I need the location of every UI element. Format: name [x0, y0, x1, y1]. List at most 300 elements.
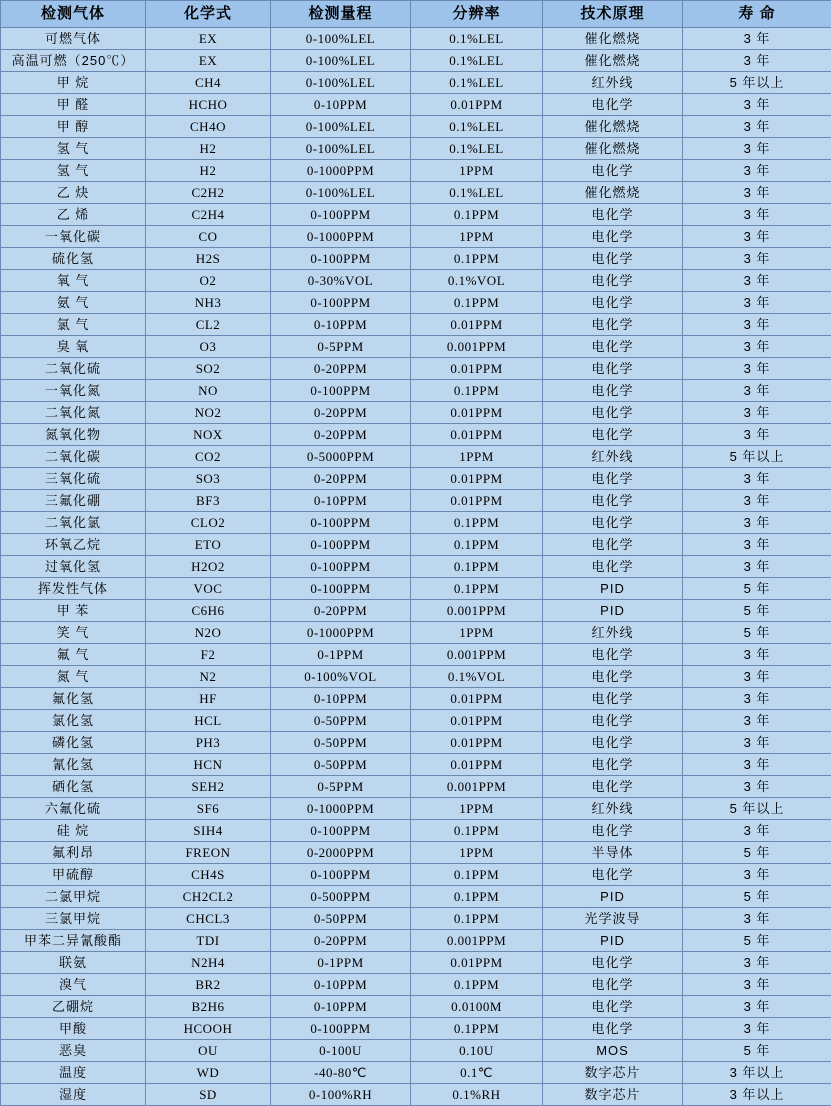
cell-resolution: 0.1PPM: [411, 292, 543, 314]
cell-range: 0-10PPM: [271, 688, 411, 710]
cell-resolution: 0.1PPM: [411, 886, 543, 908]
cell-formula: HF: [146, 688, 271, 710]
cell-range: 0-5PPM: [271, 776, 411, 798]
cell-resolution: 0.1%LEL: [411, 138, 543, 160]
cell-formula: FREON: [146, 842, 271, 864]
table-row: [1, 1084, 831, 1106]
table-row: [1, 358, 831, 380]
cell-range: 0-20PPM: [271, 402, 411, 424]
cell-lifetime: 3 年: [683, 974, 831, 996]
cell-lifetime: 3 年以上: [683, 1084, 831, 1106]
cell-formula: H2: [146, 138, 271, 160]
cell-gas: 一氧化氮: [1, 380, 146, 402]
cell-principle: 半导体: [543, 842, 683, 864]
cell-lifetime: 5 年: [683, 622, 831, 644]
cell-lifetime: 3 年: [683, 490, 831, 512]
table-row: [1, 732, 831, 754]
cell-principle: 电化学: [543, 754, 683, 776]
cell-formula: ETO: [146, 534, 271, 556]
column-header-lifetime: 寿 命: [683, 1, 831, 28]
cell-principle: 电化学: [543, 490, 683, 512]
cell-principle: 电化学: [543, 1018, 683, 1040]
cell-resolution: 0.001PPM: [411, 644, 543, 666]
table-body: [1, 28, 831, 1106]
cell-principle: MOS: [543, 1040, 683, 1062]
table-row: [1, 644, 831, 666]
cell-principle: 电化学: [543, 820, 683, 842]
cell-gas: 甲 醛: [1, 94, 146, 116]
column-header-resolution: 分辨率: [411, 1, 543, 28]
cell-resolution: 1PPM: [411, 622, 543, 644]
cell-gas: 三氧化硫: [1, 468, 146, 490]
cell-resolution: 0.1PPM: [411, 534, 543, 556]
cell-lifetime: 3 年: [683, 270, 831, 292]
cell-formula: C2H4: [146, 204, 271, 226]
cell-lifetime: 3 年: [683, 732, 831, 754]
cell-resolution: 0.1PPM: [411, 820, 543, 842]
cell-principle: 光学波导: [543, 908, 683, 930]
cell-gas: 甲酸: [1, 1018, 146, 1040]
cell-resolution: 0.01PPM: [411, 94, 543, 116]
table-row: [1, 28, 831, 50]
cell-range: 0-100%LEL: [271, 50, 411, 72]
cell-lifetime: 3 年: [683, 644, 831, 666]
cell-formula: C2H2: [146, 182, 271, 204]
cell-gas: 氧 气: [1, 270, 146, 292]
table-row: [1, 688, 831, 710]
cell-lifetime: 3 年: [683, 336, 831, 358]
cell-range: 0-30%VOL: [271, 270, 411, 292]
table-row: [1, 1040, 831, 1062]
cell-principle: 电化学: [543, 996, 683, 1018]
cell-resolution: 0.01PPM: [411, 314, 543, 336]
cell-principle: 电化学: [543, 402, 683, 424]
cell-formula: N2: [146, 666, 271, 688]
cell-range: 0-20PPM: [271, 930, 411, 952]
cell-lifetime: 3 年: [683, 94, 831, 116]
table-row: [1, 72, 831, 94]
cell-principle: 电化学: [543, 226, 683, 248]
cell-formula: SEH2: [146, 776, 271, 798]
cell-principle: 电化学: [543, 94, 683, 116]
table-row: [1, 842, 831, 864]
table-row: [1, 820, 831, 842]
cell-principle: 催化燃烧: [543, 116, 683, 138]
cell-principle: 电化学: [543, 710, 683, 732]
cell-gas: 过氧化氢: [1, 556, 146, 578]
cell-formula: CH4S: [146, 864, 271, 886]
table-row: [1, 182, 831, 204]
cell-gas: 氨 气: [1, 292, 146, 314]
cell-lifetime: 5 年以上: [683, 798, 831, 820]
cell-range: 0-100PPM: [271, 534, 411, 556]
cell-formula: EX: [146, 50, 271, 72]
cell-formula: SF6: [146, 798, 271, 820]
cell-gas: 氯化氢: [1, 710, 146, 732]
table-row: [1, 600, 831, 622]
cell-lifetime: 5 年: [683, 600, 831, 622]
table-row: [1, 534, 831, 556]
cell-resolution: 1PPM: [411, 842, 543, 864]
cell-lifetime: 3 年: [683, 996, 831, 1018]
cell-resolution: 0.1PPM: [411, 204, 543, 226]
table-row: [1, 754, 831, 776]
cell-gas: 溴气: [1, 974, 146, 996]
cell-range: 0-100PPM: [271, 292, 411, 314]
cell-lifetime: 3 年: [683, 138, 831, 160]
cell-resolution: 0.01PPM: [411, 688, 543, 710]
cell-resolution: 0.1%RH: [411, 1084, 543, 1106]
cell-formula: H2: [146, 160, 271, 182]
cell-principle: 电化学: [543, 512, 683, 534]
cell-principle: 电化学: [543, 776, 683, 798]
table-row: [1, 798, 831, 820]
cell-gas: 温度: [1, 1062, 146, 1084]
cell-formula: WD: [146, 1062, 271, 1084]
cell-resolution: 0.01PPM: [411, 710, 543, 732]
cell-range: 0-20PPM: [271, 600, 411, 622]
cell-gas: 三氯甲烷: [1, 908, 146, 930]
cell-gas: 二氧化碳: [1, 446, 146, 468]
table-row: [1, 666, 831, 688]
cell-formula: HCHO: [146, 94, 271, 116]
cell-gas: 湿度: [1, 1084, 146, 1106]
cell-range: 0-50PPM: [271, 732, 411, 754]
cell-formula: CH2CL2: [146, 886, 271, 908]
cell-range: 0-100%LEL: [271, 138, 411, 160]
table-row: [1, 270, 831, 292]
cell-lifetime: 3 年: [683, 314, 831, 336]
cell-range: 0-50PPM: [271, 908, 411, 930]
cell-gas: 六氟化硫: [1, 798, 146, 820]
table-row: [1, 314, 831, 336]
cell-principle: 催化燃烧: [543, 138, 683, 160]
cell-lifetime: 5 年: [683, 886, 831, 908]
table-row: [1, 50, 831, 72]
table-row: [1, 424, 831, 446]
cell-range: 0-100PPM: [271, 204, 411, 226]
cell-gas: 联氨: [1, 952, 146, 974]
cell-gas: 氢 气: [1, 160, 146, 182]
cell-range: 0-500PPM: [271, 886, 411, 908]
cell-range: 0-100%VOL: [271, 666, 411, 688]
cell-formula: CH4O: [146, 116, 271, 138]
cell-gas: 甲硫醇: [1, 864, 146, 886]
cell-resolution: 0.1PPM: [411, 248, 543, 270]
cell-resolution: 0.1PPM: [411, 556, 543, 578]
cell-range: 0-2000PPM: [271, 842, 411, 864]
cell-range: 0-20PPM: [271, 424, 411, 446]
cell-principle: PID: [543, 578, 683, 600]
cell-range: 0-100%LEL: [271, 116, 411, 138]
cell-resolution: 0.001PPM: [411, 600, 543, 622]
cell-lifetime: 3 年: [683, 28, 831, 50]
cell-lifetime: 3 年: [683, 50, 831, 72]
cell-resolution: 0.01PPM: [411, 358, 543, 380]
cell-resolution: 0.1%LEL: [411, 72, 543, 94]
cell-range: 0-1000PPM: [271, 226, 411, 248]
table-row: [1, 490, 831, 512]
table-row: [1, 974, 831, 996]
cell-resolution: 0.01PPM: [411, 468, 543, 490]
cell-range: 0-1000PPM: [271, 798, 411, 820]
cell-range: 0-50PPM: [271, 710, 411, 732]
cell-principle: 催化燃烧: [543, 50, 683, 72]
cell-principle: 电化学: [543, 204, 683, 226]
cell-principle: 数字芯片: [543, 1062, 683, 1084]
cell-range: 0-10PPM: [271, 974, 411, 996]
cell-lifetime: 3 年: [683, 754, 831, 776]
cell-resolution: 1PPM: [411, 798, 543, 820]
cell-lifetime: 3 年: [683, 710, 831, 732]
table-row: [1, 556, 831, 578]
cell-gas: 乙硼烷: [1, 996, 146, 1018]
cell-formula: CO: [146, 226, 271, 248]
cell-resolution: 1PPM: [411, 226, 543, 248]
cell-formula: BR2: [146, 974, 271, 996]
cell-principle: PID: [543, 930, 683, 952]
table-row: [1, 446, 831, 468]
table-row: [1, 138, 831, 160]
cell-gas: 甲 烷: [1, 72, 146, 94]
cell-gas: 氯 气: [1, 314, 146, 336]
cell-gas: 氮氧化物: [1, 424, 146, 446]
cell-formula: VOC: [146, 578, 271, 600]
cell-range: 0-100%LEL: [271, 182, 411, 204]
cell-formula: EX: [146, 28, 271, 50]
cell-range: 0-100%RH: [271, 1084, 411, 1106]
cell-lifetime: 3 年: [683, 226, 831, 248]
table-row: [1, 776, 831, 798]
cell-lifetime: 5 年: [683, 1040, 831, 1062]
cell-principle: 电化学: [543, 314, 683, 336]
cell-gas: 乙 炔: [1, 182, 146, 204]
cell-gas: 硒化氢: [1, 776, 146, 798]
cell-formula: CHCL3: [146, 908, 271, 930]
cell-gas: 环氧乙烷: [1, 534, 146, 556]
cell-gas: 氰化氢: [1, 754, 146, 776]
cell-formula: SO3: [146, 468, 271, 490]
cell-lifetime: 3 年: [683, 820, 831, 842]
cell-formula: SD: [146, 1084, 271, 1106]
cell-formula: N2O: [146, 622, 271, 644]
cell-lifetime: 3 年: [683, 380, 831, 402]
cell-range: 0-100PPM: [271, 1018, 411, 1040]
cell-lifetime: 3 年: [683, 160, 831, 182]
cell-lifetime: 3 年: [683, 776, 831, 798]
cell-formula: CO2: [146, 446, 271, 468]
cell-lifetime: 3 年: [683, 512, 831, 534]
column-header-range: 检测量程: [271, 1, 411, 28]
cell-formula: CH4: [146, 72, 271, 94]
cell-gas: 挥发性气体: [1, 578, 146, 600]
cell-range: 0-50PPM: [271, 754, 411, 776]
cell-resolution: 0.1%LEL: [411, 28, 543, 50]
cell-resolution: 0.1PPM: [411, 1018, 543, 1040]
cell-principle: PID: [543, 600, 683, 622]
cell-formula: N2H4: [146, 952, 271, 974]
table-row: [1, 930, 831, 952]
table-row: [1, 908, 831, 930]
table-row: [1, 1018, 831, 1040]
cell-lifetime: 5 年: [683, 930, 831, 952]
cell-resolution: 0.01PPM: [411, 732, 543, 754]
column-header-formula: 化学式: [146, 1, 271, 28]
cell-gas: 乙 烯: [1, 204, 146, 226]
cell-principle: 数字芯片: [543, 1084, 683, 1106]
cell-range: 0-5PPM: [271, 336, 411, 358]
cell-range: 0-100PPM: [271, 820, 411, 842]
cell-gas: 二氯甲烷: [1, 886, 146, 908]
cell-range: 0-10PPM: [271, 314, 411, 336]
cell-gas: 硫化氢: [1, 248, 146, 270]
cell-principle: 电化学: [543, 864, 683, 886]
cell-principle: 电化学: [543, 732, 683, 754]
table-row: [1, 468, 831, 490]
cell-resolution: 0.1%LEL: [411, 50, 543, 72]
cell-resolution: 0.1%LEL: [411, 182, 543, 204]
cell-formula: CL2: [146, 314, 271, 336]
table-row: [1, 116, 831, 138]
table-row: [1, 94, 831, 116]
cell-formula: C6H6: [146, 600, 271, 622]
table-row: [1, 336, 831, 358]
cell-formula: NOX: [146, 424, 271, 446]
cell-principle: 红外线: [543, 798, 683, 820]
cell-resolution: 0.01PPM: [411, 754, 543, 776]
cell-range: 0-100PPM: [271, 512, 411, 534]
cell-principle: 电化学: [543, 292, 683, 314]
cell-range: 0-10PPM: [271, 490, 411, 512]
cell-principle: 红外线: [543, 446, 683, 468]
cell-formula: HCN: [146, 754, 271, 776]
table-row: [1, 710, 831, 732]
cell-resolution: 0.1PPM: [411, 974, 543, 996]
cell-resolution: 0.001PPM: [411, 930, 543, 952]
cell-resolution: 0.001PPM: [411, 336, 543, 358]
cell-range: 0-10PPM: [271, 94, 411, 116]
cell-range: 0-1000PPM: [271, 622, 411, 644]
cell-principle: 电化学: [543, 974, 683, 996]
column-header-principle: 技术原理: [543, 1, 683, 28]
cell-gas: 氮 气: [1, 666, 146, 688]
cell-range: -40-80℃: [271, 1062, 411, 1084]
table-header-row: [1, 1, 831, 28]
cell-principle: 催化燃烧: [543, 182, 683, 204]
cell-range: 0-20PPM: [271, 468, 411, 490]
table-row: [1, 1062, 831, 1084]
cell-range: 0-100PPM: [271, 248, 411, 270]
cell-resolution: 0.01PPM: [411, 424, 543, 446]
cell-formula: H2O2: [146, 556, 271, 578]
cell-principle: 电化学: [543, 270, 683, 292]
cell-formula: HCL: [146, 710, 271, 732]
table-row: [1, 160, 831, 182]
cell-principle: 电化学: [543, 424, 683, 446]
cell-gas: 氟化氢: [1, 688, 146, 710]
cell-range: 0-100PPM: [271, 556, 411, 578]
cell-range: 0-100U: [271, 1040, 411, 1062]
cell-principle: 电化学: [543, 556, 683, 578]
cell-range: 0-100PPM: [271, 380, 411, 402]
cell-lifetime: 3 年: [683, 666, 831, 688]
cell-lifetime: 5 年以上: [683, 446, 831, 468]
cell-resolution: 0.1PPM: [411, 908, 543, 930]
cell-lifetime: 3 年: [683, 864, 831, 886]
cell-lifetime: 3 年: [683, 468, 831, 490]
cell-range: 0-100PPM: [271, 864, 411, 886]
cell-lifetime: 5 年以上: [683, 72, 831, 94]
cell-lifetime: 3 年: [683, 182, 831, 204]
cell-principle: PID: [543, 886, 683, 908]
cell-formula: O2: [146, 270, 271, 292]
cell-gas: 氟利昂: [1, 842, 146, 864]
cell-lifetime: 3 年: [683, 358, 831, 380]
cell-formula: NO: [146, 380, 271, 402]
cell-lifetime: 3 年: [683, 402, 831, 424]
cell-gas: 臭 氧: [1, 336, 146, 358]
table-row: [1, 996, 831, 1018]
cell-lifetime: 5 年: [683, 842, 831, 864]
cell-gas: 三氟化硼: [1, 490, 146, 512]
cell-formula: SIH4: [146, 820, 271, 842]
cell-lifetime: 3 年: [683, 688, 831, 710]
cell-principle: 电化学: [543, 160, 683, 182]
cell-resolution: 0.1PPM: [411, 512, 543, 534]
cell-range: 0-100%LEL: [271, 72, 411, 94]
cell-lifetime: 3 年: [683, 534, 831, 556]
cell-gas: 甲 醇: [1, 116, 146, 138]
cell-formula: H2S: [146, 248, 271, 270]
cell-formula: HCOOH: [146, 1018, 271, 1040]
cell-principle: 红外线: [543, 72, 683, 94]
column-header-gas: 检测气体: [1, 1, 146, 28]
cell-resolution: 0.1PPM: [411, 380, 543, 402]
cell-resolution: 0.1%VOL: [411, 666, 543, 688]
cell-gas: 恶臭: [1, 1040, 146, 1062]
cell-formula: OU: [146, 1040, 271, 1062]
cell-gas: 笑 气: [1, 622, 146, 644]
cell-principle: 催化燃烧: [543, 28, 683, 50]
cell-formula: BF3: [146, 490, 271, 512]
cell-formula: B2H6: [146, 996, 271, 1018]
table-row: [1, 578, 831, 600]
cell-resolution: 0.1PPM: [411, 578, 543, 600]
cell-formula: SO2: [146, 358, 271, 380]
cell-resolution: 0.1%VOL: [411, 270, 543, 292]
cell-gas: 氟 气: [1, 644, 146, 666]
cell-principle: 电化学: [543, 336, 683, 358]
cell-gas: 氢 气: [1, 138, 146, 160]
table-row: [1, 380, 831, 402]
cell-formula: CLO2: [146, 512, 271, 534]
table-row: [1, 864, 831, 886]
cell-lifetime: 3 年以上: [683, 1062, 831, 1084]
cell-principle: 电化学: [543, 358, 683, 380]
cell-principle: 电化学: [543, 952, 683, 974]
cell-principle: 电化学: [543, 644, 683, 666]
cell-gas: 可燃气体: [1, 28, 146, 50]
cell-lifetime: 3 年: [683, 908, 831, 930]
cell-resolution: 1PPM: [411, 160, 543, 182]
cell-gas: 甲 苯: [1, 600, 146, 622]
table-row: [1, 952, 831, 974]
cell-resolution: 0.0100M: [411, 996, 543, 1018]
cell-lifetime: 3 年: [683, 952, 831, 974]
cell-principle: 电化学: [543, 688, 683, 710]
cell-lifetime: 3 年: [683, 424, 831, 446]
cell-principle: 电化学: [543, 248, 683, 270]
